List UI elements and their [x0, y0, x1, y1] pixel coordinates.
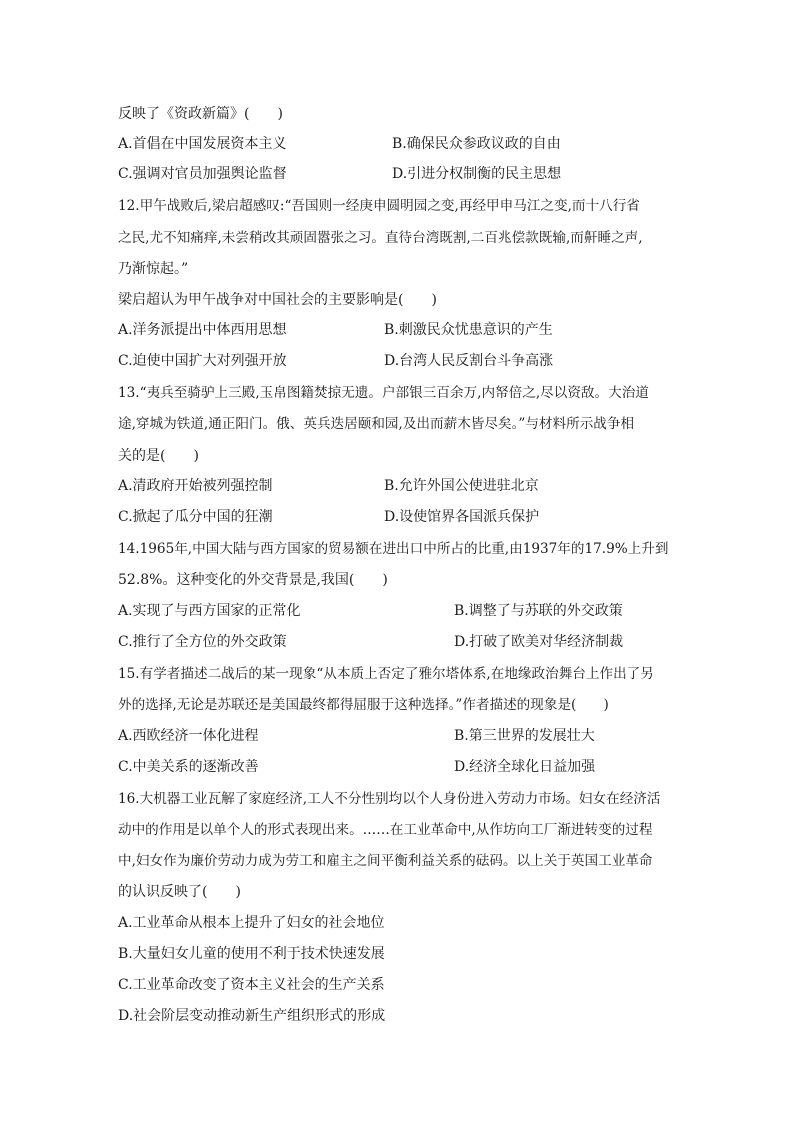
option-c: C.工业革命改变了资本主义社会的生产关系 — [118, 977, 385, 993]
question-text-line: 关的是( ) — [118, 448, 199, 464]
option-a: A.首倡在中国发展资本主义 — [118, 136, 287, 152]
option-d: D.打破了欧美对华经济制裁 — [454, 634, 624, 650]
option-d: D.台湾人民反割台斗争高涨 — [384, 353, 554, 369]
question-text-line: 乃渐惊起。” — [118, 261, 189, 277]
option-b: B.刺激民众忧患意识的产生 — [384, 322, 553, 338]
option-c: C.强调对官员加强舆论监督 — [118, 166, 287, 182]
option-c: C.推行了全方位的外交政策 — [118, 634, 287, 650]
option-a: A.工业革命从根本上提升了妇女的社会地位 — [118, 915, 385, 931]
option-b: B.大量妇女儿童的使用不利于技术快速发展 — [118, 946, 385, 962]
option-b: B.确保民众参政议政的自由 — [392, 136, 561, 152]
option-c: C.掀起了瓜分中国的狂潮 — [118, 509, 273, 525]
question-text-line: 动中的作用是以单个人的形式表现出来。……在工业革命中,从作坊向工厂渐进转变的过程 — [118, 822, 653, 838]
question-text-line: 途,穿城为铁道,通正阳门。俄、英兵迭居颐和园,及出而薪木皆尽矣。”与材料所示战争相 — [118, 416, 635, 432]
option-d: D.社会阶层变动推动新生产组织形式的形成 — [118, 1008, 386, 1024]
option-a: A.实现了与西方国家的正常化 — [118, 603, 301, 619]
question-text-line: 外的选择,无论是苏联还是美国最终都得屈服于这种选择。”作者描述的现象是( ) — [118, 697, 609, 713]
question-text-line: 12.甲午战败后,梁启超感叹:“吾国则一经庚申圆明园之变,再经甲申马江之变,而十八行省 — [118, 198, 640, 214]
option-b: B.第三世界的发展壮大 — [454, 728, 595, 744]
option-d: D.经济全球化日益加强 — [454, 759, 596, 775]
option-d: D.设使馆界各国派兵保护 — [384, 509, 540, 525]
question-text-line: 的认识反映了( ) — [118, 884, 241, 900]
question-text-line: 13.“夷兵至骑驴上三殿,玉帛图籍焚掠无遗。户部银三百余万,内帑倍之,尽以资敌。大治道 — [118, 385, 649, 401]
option-a: A.清政府开始被列强控制 — [118, 478, 273, 494]
question-text-line: 14.1965年,中国大陆与西方国家的贸易额在进出口中所占的比重,由1937年的17.9%上升到 — [118, 541, 669, 557]
option-b: B.允许外国公使进驻北京 — [384, 478, 539, 494]
option-a: A.洋务派提出中体西用思想 — [118, 322, 287, 338]
question-text-line: 中,妇女作为廉价劳动力成为劳工和雇主之间平衡利益关系的砝码。以上关于英国工业革命 — [118, 853, 653, 869]
option-d: D.引进分权制衡的民主思想 — [392, 166, 562, 182]
option-c: C.迫使中国扩大对列强开放 — [118, 353, 287, 369]
option-b: B.调整了与苏联的外交政策 — [454, 603, 623, 619]
option-a: A.西欧经济一体化进程 — [118, 728, 259, 744]
question-text-line: 15.有学者描述二战后的某一现象“从本质上否定了雅尔塔体系,在地缘政治舞台上作出了另 — [118, 666, 654, 682]
question-text-line: 之民,尤不知痛痒,未尝稍改其顽固嚣张之习。直待台湾既割,二百兆偿款既输,而鼾睡之声, — [118, 230, 643, 246]
question-stem: 反映了《资政新篇》( ) — [118, 106, 283, 122]
option-c: C.中美关系的逐渐改善 — [118, 759, 259, 775]
question-prompt: 梁启超认为甲午战争对中国社会的主要影响是( ) — [118, 292, 437, 308]
question-text-line: 52.8%。这种变化的外交背景是,我国( ) — [118, 572, 388, 588]
question-text-line: 16.大机器工业瓦解了家庭经济,工人不分性别均以个人身份进入劳动力市场。妇女在经济活 — [118, 791, 661, 807]
